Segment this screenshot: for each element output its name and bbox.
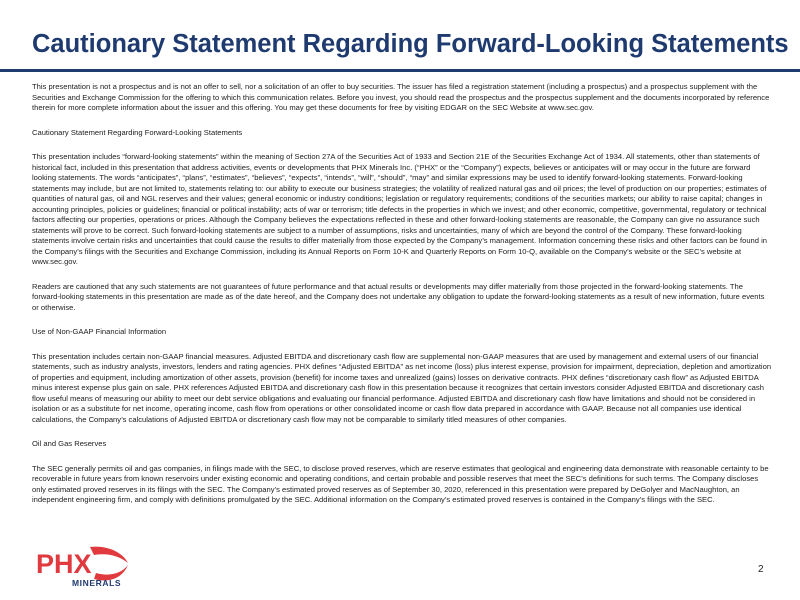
readers-cautioned-paragraph: Readers are cautioned that any such statements are not guarantees of future performance and that actual results or developments may differ materially from those projected in the forward-looking statements. The forward-looking statements in this presentation are made as of the date hereof, and the Company does not undertake any obligation to update the forward-looking statements as a result of new information, future events or otherwise.	[32, 281, 765, 312]
page-title: Cautionary Statement Regarding Forward-Looking Statements	[32, 30, 789, 58]
disclaimer-body	[32, 82, 772, 520]
logo-word: PHX	[36, 549, 92, 579]
reserves-paragraph: The SEC generally permits oil and gas companies, in filings made with the SEC, to disclose proved reserves, which are reserve estimates that geological and engineering data demonstrate with reasonable certainty to be recoverable in future years from known reservoirs under existing economic and operating conditions, and certain probable and possible reserves that meet the SEC’s definitions for such terms. The Company discloses only estimated proved reserves in its filings with the SEC. The Company’s estimated proved reserves as of September 30, 2020, referenced in this presentation were prepared by DeGolyer and MacNaughton, an independent engineering firm, and comply with definitions promulgated by the SEC. Additional information on the Company’s estimated proved reserves is contained in the Company’s filings with the SEC.	[32, 463, 769, 504]
non-gaap-paragraph: This presentation includes certain non-GAAP financial measures. Adjusted EBITDA and discretionary cash flow are supplemental non-GAAP measures that are used by management and external users of our financial statements, such as industry analysts, investors, lenders and rating agencies. PHX defines “Adjusted EBITDA” as net income (loss) plus interest expense, provision for impairment, depreciation, depletion and amortization of properties and equipment, including amortization of other assets, provision (benefit) for income taxes and unrealized (gains) losses on derivative contracts. PHX defines “discretionary cash flow” as Adjusted EBITDA minus interest expense plus gain on sale. PHX references Adjusted EBITDA and discretionary cash flow in this presentation because it recognizes that certain investors consider Adjusted EBITDA and discretionary cash flow useful means of measuring our ability to meet our debt service obligations and evaluating our financial performance. Adjusted EBITDA and discretionary cash flow have limitations and should not be considered in isolation or as a substitute for net income, operating income, cash flow from operations or other consolidated income or cash flow data prepared in accordance with GAAP. Because not all companies use identical calculations, the Company’s calculations of Adjusted EBITDA or discretionary cash flow may not be comparable to similarly titled measures of other companies.	[32, 351, 772, 424]
section-heading-non-gaap: Use of Non-GAAP Financial Information	[32, 327, 167, 336]
title-divider	[0, 69, 800, 72]
section-heading-forward-looking: Cautionary Statement Regarding Forward-Looking Statements	[32, 127, 243, 137]
page-number: 2	[758, 564, 764, 575]
prospectus-paragraph: This presentation is not a prospectus and is not an offer to sell, nor a solicitation of an offer to buy securities. The issuer has filed a registration statement (including a prospectus) and a prospectus supplement with the Securities and Exchange Commission for the offering to which this communication relates. Before you invest, you should read the prospectus and the prospectus supplement and the documents incorporated by reference therein for more complete information about the issuer and this offering. You may get these documents for free by visiting EDGAR on the SEC Website at www.sec.gov.	[32, 82, 770, 112]
section-heading-reserves: Oil and Gas Reserves	[32, 439, 107, 448]
phx-minerals-logo	[30, 543, 130, 589]
logo-sub: MINERALS	[72, 578, 122, 588]
forward-looking-paragraph: This presentation includes “forward-looking statements” within the meaning of Section 27A of the Securities Act of 1933 and Section 21E of the Securities Exchange Act of 1934. All statements, other than statements of historical fact, included in this presentation that address activities, events or developments that PHX Minerals Inc. (“PHX” or the “Company”) expects, believes or anticipates will or may occur in the future are forward looking statements. The words “anticipates”, “plans”, “estimates”, “believes”, “expects”, “intends”, “will”, “should”, “may” and similar expressions may be used to identify forward-looking statements. Forward-looking statements may include, but are not limited to, statements relating to: our ability to execute our business strategies; the volatility of realized natural gas and oil prices; the level of production on our properties; estimates of quantities of natural gas, oil and NGL reserves and their values; general economic or industry conditions; legislation or regulatory requirements; conditions of the securities markets; our ability to raise capital; changes in accounting principles, policies or guidelines; financial or political instability; acts of war or terrorism; title defects in the properties in which we invest; and other economic, competitive, governmental, regulatory or technical factors affecting our properties, operations or prices. Although the Company believes the expectations reflected in these and other forward-looking statements are reasonable, the Company can give no assurance such statements will prove to be correct. Such forward-looking statements are subject to a number of assumptions, risks and uncertainties, many of which are beyond the control of the Company. These forward-looking statements involve certain risks and uncertainties that could cause the results to differ materially from those expected by the Company’s management. Information concerning these risks and other factors can be found in the Company’s filings with the Securities and Exchange Commission, including its Annual Reports on Form 10-K and Quarterly Reports on Form 10-Q, available on the Company’s website or the SEC’s website at www.sec.gov.	[32, 152, 768, 266]
phx-logo-mark	[30, 543, 130, 589]
